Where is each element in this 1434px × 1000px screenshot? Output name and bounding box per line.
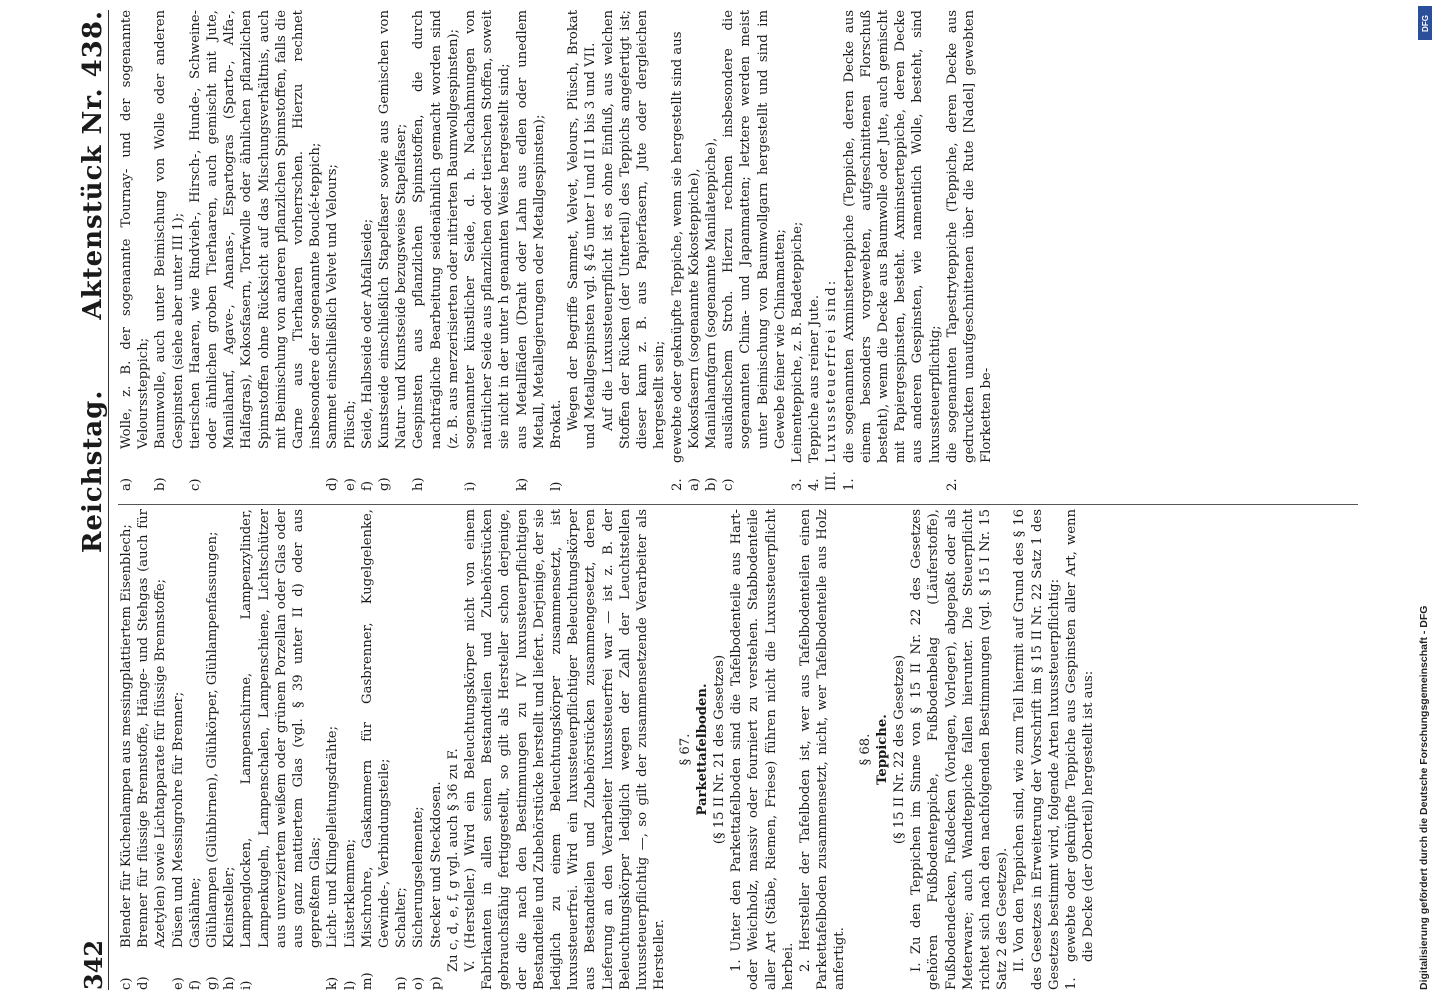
list-item: 1. die sogenannten Axminsterteppiche (Teppiche, deren Decke aus einem besonders vorgewebten, aufgeschnittenen Florschuß besteht), wenn die Decke aus Baumwolle oder Jute, auch gemischt mit Papiergespinsten, besteht. Axminsterteppiche, deren Decke aus anderen Gespinsten, wie namentlich Wolle, besteht, sind luxussteuerpflichtig;: [841, 10, 943, 491]
list-item: k) aus Metallfäden (Draht oder Lahn aus edlen oder unedlem Metall, Metallegierungen oder Metallgespinsten);: [514, 10, 547, 491]
list-item: e) Plüsch;: [342, 400, 358, 491]
list-item: i) sogenannter künstlicher Seide, d. h. Nachahmungen von natürlicher Seide aus pflanzlichen oder tierischen Stoffen, soweit sie nicht in der unter h genannten Weise hergestellt sind;: [463, 10, 513, 491]
list-item: i) Lampenglocken, Lampenschirme, Lampenzylinder, Lampenkugeln, Lampenschalen, Lampenschiene, Lichtschützer aus unverziertem weißem oder grünem Porzellan oder Glas oder aus ganz mattiertem Glas (vgl. § 39 unter II d) oder aus gepreßtem Glas;: [239, 509, 324, 990]
list-item: f) Gashähne;: [187, 877, 203, 990]
title-reichstag: Reichstag.: [78, 389, 108, 554]
list-item: b) Baumwolle, auch unter Beimischung von Wolle oder anderen Gespinsten (siehe aber unter III 1);: [153, 10, 186, 491]
section-iii-heading: III. Luxussteuerfrei sind:: [824, 278, 840, 491]
list-item: h) Gespinsten aus pflanzlichen Spinnstoffen, die durch nachträgliche Bearbeitung seidenähnlich gemacht worden sind (z. B. aus merzerisierten oder nitrierten Baumwollgespinsten);: [411, 10, 461, 491]
list-item: o) Sicherungselemente;: [411, 806, 427, 990]
dfg-credit-text: Digitalisierung gefördert durch die Deutsche Forschungsgemeinschaft - DFG: [1418, 605, 1430, 990]
list-item: 2. gewebte oder geknüpfte Teppiche, wenn sie hergestellt sind aus: [669, 31, 685, 491]
section-67-number: § 67.: [677, 733, 693, 766]
page-number: 342: [79, 939, 108, 990]
list-item: d) Brenner für flüssige Brennstoffe, Hänge- und Stehgas (auch für Azetylen) sowie Lichtapparate für flüssige Brennstoffe;: [136, 509, 169, 990]
list-item: c) tierischen Haaren, wie Rindvieh-, Hirsch-, Hunde-, Schweine- oder ähnlichen groben Tierhaaren, auch gemischt mit Jute, Manilahanf, Agave-, Ananas-, Espartogras (Sparto-, Alfa-, Halfagras), Kokosfasern, Torfwolle oder ähnlichen pflanzlichen Spinnstoffen ohne Rücksicht auf das Mischungsverhältnis, auch mit Beimischung von anderen pflanzlichen Spinnstoffen, falls die Garne aus Tierhaaren vorherrschen. Hierzu rechnet insbesondere der sogenannte Bouclé-teppich;: [187, 10, 324, 491]
list-item: n) Schalter;: [394, 887, 410, 990]
brokat-note-2: Auf die Luxussteuerpflicht ist es ohne Einfluß, aus welchen Stoffen der Rücken (der Unterteil) des Teppichs angefertigt ist; dieser kann z. B. aus Papierfasern, Jute oder dergleichen hergestellt sein;: [600, 10, 668, 449]
list-item: d) Sammet einschließlich Velvet und Velours;: [325, 164, 341, 491]
list-item: p) Stecker und Steckdosen.: [428, 781, 444, 990]
list-item: c) Blender für Küchenlampen aus messingplattiertem Eisenblech;: [119, 524, 134, 990]
list-item: l) Brokat.: [549, 399, 565, 491]
list-item: 1. gewebte oder geknüpfte Teppiche aus Gespinsten aller Art, wenn die Decke (der Oberteil) hergestellt ist aus:: [1063, 509, 1097, 990]
paragraph-v: V. (Hersteller.) Wird ein Beleuchtungskörper nicht von einem Fabrikanten in allen seinen Bestandteilen und Zubehörstücken gebrauchsfähig fertiggestellt, so gilt als Hersteller schon derjenige, der die nach den Bestimmungen zu IV luxussteuerpflichtigen Bestandteile und Zubehörstücke herstellt und liefert. Derjenige, der sie lediglich zu einem Beleuchtungskörper zusammensetzt, ist luxussteuerfrei. Wird ein luxussteuerpflichtiger Beleuchtungskörper aus Bestandteilen und Zubehörstücken zusammengesetzt, deren Lieferung an den Verarbeiter luxussteuerfrei war — ist z. B. der Beleuchtungskörper lediglich wegen der Zahl der Leuchtstellen luxussteuerpflichtig —, so gilt der zusammensetzende Verarbeiter als Hersteller.: [463, 509, 668, 990]
list-item: m) Mischrohre, Gaskammern für Gasbrenner, Kugelgelenke, Gewinde-, Verbindungsteile;: [359, 509, 393, 990]
dfg-logo: DFG: [1418, 6, 1432, 40]
list-item: f) Seide, Halbseide oder Abfallseide;: [359, 218, 375, 491]
section-67-para-1: 1. Unter den Parkettafelboden sind die Tafelbodenteile aus Hart- oder Weichholz, massiv oder fourniert zu verstehen. Stabbodenteile aller Art (Stäbe, Riemen, Friese) führen nicht die Luxussteuerpflicht herbei.: [729, 509, 796, 990]
running-title: [78, 10, 108, 553]
list-item: 2. die sogenannten Tapestryteppiche (Teppiche, deren Decke aus gedruckten unaufgeschnittenen über die Rute [Nadel] gewebten Florketten be-: [944, 10, 995, 491]
list-item: k) Licht- und Klingelleitungsdrähte;: [325, 725, 341, 990]
reference-note: Zu c, d, e, f, g vgl. auch § 36 zu F.: [445, 748, 461, 972]
section-68-title: Teppiche.: [874, 714, 890, 785]
list-item: g) Kunstseide einschließlich Stapelfaser sowie aus Gemischen von Natur- und Kunstseide bezugsweise Stapelfaser;: [377, 10, 410, 491]
list-item: e) Düsen und Messingrohre für Brenner;: [170, 691, 186, 990]
section-68-para-2: II. Von den Teppichen sind, wie zum Teil hiermit auf Grund des § 16 des Gesetzes in Erweiterung der Vorschrift im § 15 II Nr. 22 Satz 1 des Gesetzes bestimmt wird, folgende Arten luxussteuerpflichtig:: [1012, 509, 1062, 990]
brokat-note-1: Wegen der Begriffe Sammet, Velvet, Velours, Plüsch, Brokat und Metallgespinsten vgl. § 45 unter I und II 1 bis 3 und VII.: [566, 10, 599, 449]
list-item: 4. Teppiche aus reiner Jute.: [807, 294, 823, 491]
left-column: [118, 509, 1097, 990]
section-67-ref: (§ 15 II Nr. 21 des Gesetzes): [711, 654, 727, 845]
section-68-ref: (§ 15 II Nr. 22 des Gesetzes): [891, 654, 907, 845]
list-item: a) Wolle, z. B. der sogenannte Tournay- und der sogenannte Velourssteppich;: [119, 10, 152, 491]
title-aktenstueck: Aktenstück Nr. 438.: [78, 10, 108, 320]
section-68-para-1: I. Zu den Teppichen im Sinne von § 15 II Nr. 22 des Gesetzes gehören Fußbodenteppiche, Fußbodenbelag (Läuferstoffe), Fußbodendecken, Fußdecken (Vorlagen, Vorleger), abgepaßt oder als Meterware; auch Wandteppiche fallen hierunter. Die Steuerpflicht richtet sich nach den nachfolgenden Bestimmungen (vgl. § 15 I Nr. 15 Satz 2 des Gesetzes).: [909, 509, 1011, 990]
list-item: c) ausländischem Stroh. Hierzu rechnen insbesondere die sogenannten China- und Japanmatten; letztere werden meist unter Beimischung von Baumwollgarn hergestellt und sind im Gewebe feiner wie Chinamatten;: [721, 10, 788, 491]
list-item: a) Kokosfasern (sogenannte Kokosteppiche),: [686, 168, 702, 491]
right-column: [118, 10, 1097, 491]
list-item: h) Kleinsteller;: [222, 866, 238, 990]
list-item: b) Manilahanfgarn (sogenannte Manilateppiche),: [703, 137, 719, 491]
section-67-title: Parkettafelboden.: [694, 683, 710, 816]
left-items: [118, 509, 445, 990]
list-item: l) Lüsterklemmen;: [342, 838, 358, 990]
section-68-number: § 68.: [857, 733, 873, 766]
section-67-para-2: 2. Hersteller der Tafelboden ist, wer aus Tafelbodenteilen einen Parkettafelboden zusammensetzt, nicht, wer Tafelbodenteile aus Holz anfertigt.: [797, 509, 848, 990]
list-item: g) Glühlampen (Glühbirnen), Glühkörper, Glühlampenfassungen;: [205, 531, 221, 990]
list-item: 3. Leinenteppiche, z. B. Badeteppiche;: [789, 221, 805, 491]
page-header: [60, 10, 109, 990]
